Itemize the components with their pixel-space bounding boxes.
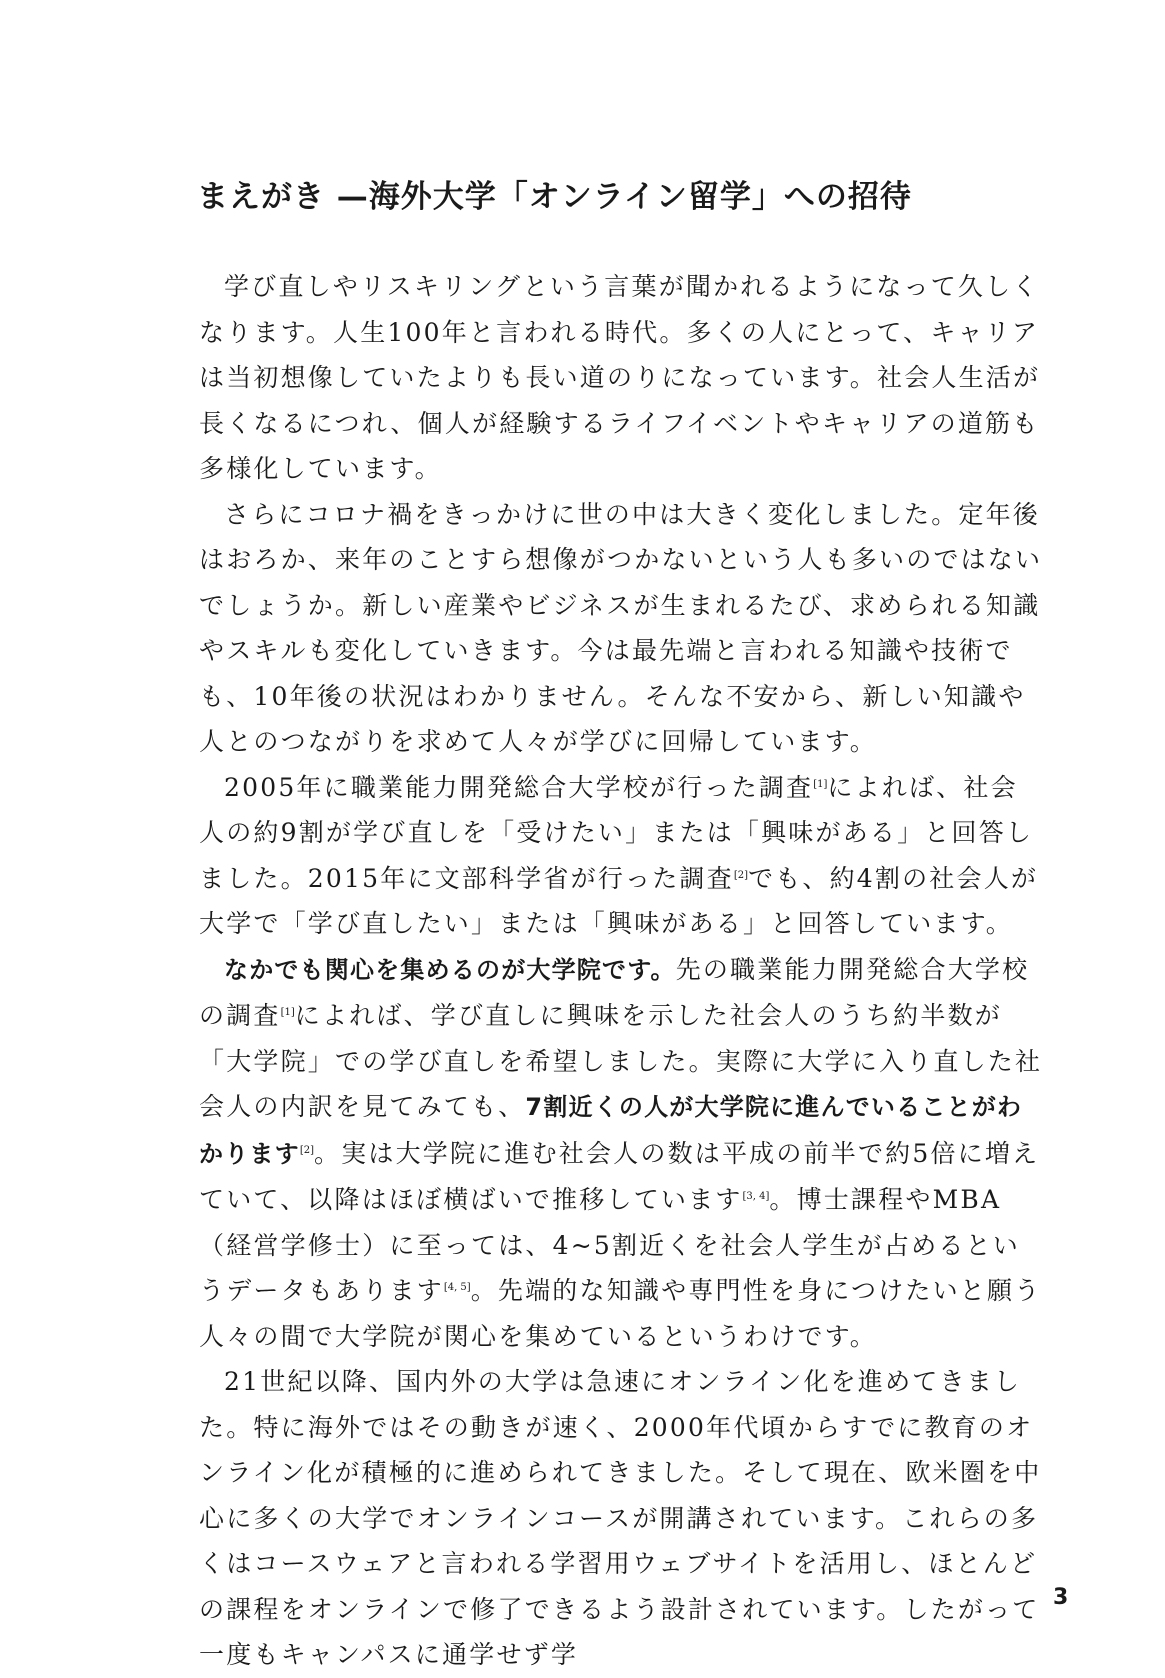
paragraph-3-text-b: によれば、社会人の約9割が学び直しを「受けたい」または「興味がある」と回答しました。2015年に文部科学省が行った調査 <box>199 772 1034 893</box>
paragraph-4-text-a: 先の職業能力開発総合大学校の調査 <box>199 954 1030 1030</box>
paragraph-4-text-d: 。博士課程やMBA（経営学修士）に至っては、4~5割近くを社会人学生が占めるというデータもあります <box>199 1185 1020 1305</box>
paragraph-5: 21世紀以降、国内外の大学は急速にオンライン化を進めてきました。特に海外ではその動きが速く、2000年代頃からすでに教育のオンライン化が積極的に進められてきました。そして現在、欧米圏を中心に多くの大学でオンラインコースが開講されています。これらの多くはコースウェアと言われる学習用ウェブサイトを活用し、ほとんどの課程をオンラインで修了できるよう設計されています。したがって一度もキャンパスに通学せず学 <box>199 1367 1042 1669</box>
citation-ref: [1] <box>813 778 828 790</box>
paragraph-3-text-c: でも、約4割の社会人が大学で「学び直したい」または「興味がある」と回答しています。 <box>199 863 1039 938</box>
citation-ref: [4, 5] <box>443 1282 471 1293</box>
paragraph-2: さらにコロナ禍をきっかけに世の中は大きく変化しました。定年後はおろか、来年のことすら想像がつかないという人も多いのではないでしょうか。新しい産業やビジネスが生まれるたび、求められる知識やスキルも変化していきます。今は最先端と言われる知識や技術でも、10年後の状況はわかりません。そんな不安から、新しい知識や人とのつながりを求めて人々が学びに回帰しています。 <box>199 499 1043 756</box>
page-number: 3 <box>1053 1585 1069 1610</box>
chapter-title: まえがき —海外大学「オンライン留学」への招待 <box>197 179 912 215</box>
body-text <box>199 264 1044 1678</box>
paragraph-1: 学び直しやリスキリングという言葉が聞かれるようになって久しくなります。人生100年と言われる時代。多くの人にとって、キャリアは当初想像していたよりも長い道のりになっています。社会人生活が長くなるにつれ、個人が経験するライフイベントやキャリアの道筋も多様化しています。 <box>199 272 1041 483</box>
citation-ref: [1] <box>280 1007 295 1018</box>
paragraph-4-text-e: 。先端的な知識や専門性を身につけたいと願う人々の間で大学院が関心を集めているというわけです。 <box>199 1276 1042 1351</box>
paragraph-3-text-a: 2005年に職業能力開発総合大学校が行った調査 <box>224 772 814 802</box>
paragraph-4-text-c: 。実は大学院に進む社会人の数は平成の前半で約5倍に増えていて、以降はほぼ横ばいで推移しています <box>199 1138 1040 1214</box>
citation-ref: [2] <box>733 869 748 881</box>
citation-ref: [2] <box>299 1144 314 1156</box>
paragraph-4 <box>199 947 1044 1360</box>
emphasis-text: なかでも関心を集めるのが大学院です。 <box>224 955 676 984</box>
paragraph-4-text-b: によれば、学び直しに興味を示した社会人のうち約半数が「大学院」での学び直しを希望しました。実際に大学に入り直した社会人の内訳を見てみても、 <box>199 1001 1043 1121</box>
paragraph-3 <box>199 765 1044 947</box>
emphasis-text: 7割近くの人が大学院に進んでいることがわかります <box>199 1093 1023 1168</box>
citation-ref: [3, 4] <box>742 1191 770 1202</box>
